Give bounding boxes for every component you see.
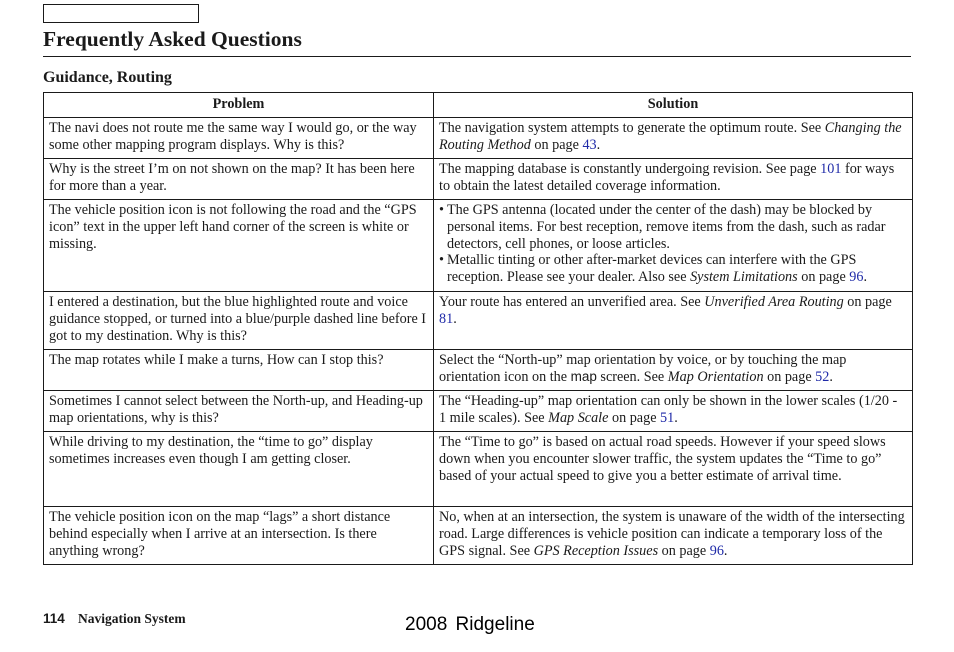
solution-text: . [453,310,457,327]
table-header-row [44,93,913,118]
solution-text: . [674,409,678,426]
solution-cell [434,350,913,391]
page-link[interactable]: 96 [849,269,864,286]
title-divider [43,56,911,57]
reference-title: GPS Reception Issues [533,542,659,559]
table-row [44,118,913,159]
solution-cell [434,391,913,432]
table-row [44,350,913,391]
problem-cell: The vehicle position icon on the map “lags” a short distance behind especially when I arrive at an intersection. Is there anything wrong? [44,507,434,565]
solution-text: Your route has entered an unverified area. See [439,294,705,310]
table-row [44,159,913,200]
solution-text: The mapping database is constantly undergoing revision. See page [439,161,821,177]
solution-text: on page [797,269,850,286]
solution-text: on page [608,409,661,426]
reference-title: Map Scale [548,409,609,426]
page-number: 114 [43,611,65,626]
header-tab-box [43,4,199,23]
section-title: Guidance, Routing [43,69,172,86]
solution-cell [434,507,913,565]
bullet-item: • The GPS antenna (located under the center of the dash) may be blocked by personal items. For best reception, remove items from the dash, such as radar detectors, cell phones, or loose articles. [439,202,907,252]
page-link[interactable]: 101 [820,161,842,177]
reference-title: Changing the Routing Method [439,120,902,153]
problem-cell: I entered a destination, but the blue highlighted route and voice guidance stopped, or turned into a blue/purple dashed line before I got to my destination. Why is this? [44,292,434,350]
solution-text: The “Heading-up” map orientation can only be shown in the lower scales (1/20 - 1 mile scales). See [439,393,898,426]
solution-cell [434,292,913,350]
problem-cell: The map rotates while I make a turns, How can I stop this? [44,350,434,391]
solution-text: . [829,368,833,385]
bullet-item [439,252,907,286]
solution-cell [434,200,913,292]
reference-title: Unverified Area Routing [704,294,844,310]
solution-text: No, when at an intersection, the system is unaware of the width of the intersecting road. Large differences is vehicle position can indicate a temporary loss of the GPS signal. See [439,509,905,559]
problem-cell: Sometimes I cannot select between the North-up, and Heading-up map orientations, why is this? [44,391,434,432]
table-row [44,432,913,507]
solution-cell: The “Time to go” is based on actual road speeds. However if your speed slows down when you encounter slower traffic, the system updates the “Time to go” based of your actual speed to give you a better estimate of arrival time. [434,432,913,507]
page-link[interactable]: 43 [582,136,597,153]
problem-cell: The navi does not route me the same way I would go, or the way some other mapping program displays. Why is this? [44,118,434,159]
solution-text: for ways to obtain the latest detailed coverage information. [439,161,895,194]
page-title: Frequently Asked Questions [43,27,302,51]
solution-cell [434,159,913,200]
table-row [44,200,913,292]
problem-cell: The vehicle position icon is not following the road and the “GPS icon” text in the upper left hand corner of the screen is white or missing. [44,200,434,292]
problem-cell: Why is the street I’m on not shown on the map? It has been here for more than a year. [44,159,434,200]
column-header-problem: Problem [44,93,434,118]
footer-label: Navigation System [78,611,186,626]
reference-title: Map Orientation [667,368,764,385]
solution-text: The navigation system attempts to generate the optimum route. See [439,120,825,136]
solution-text: . [596,136,601,153]
table-row [44,507,913,565]
table-row [44,292,913,350]
solution-text: screen. See [596,368,668,385]
table-row [44,391,913,432]
screen-name: map [570,368,597,384]
solution-cell [434,118,913,159]
solution-text: on page [530,136,583,153]
faq-table [43,92,913,565]
solution-text: on page [843,294,892,310]
solution-text: Select the “North-up” map orientation by voice, or by touching the map orientation icon on the [439,352,847,385]
model-label: 2008 Ridgeline [405,614,535,635]
solution-text: . [863,269,868,286]
solution-text: on page [658,542,710,559]
page-link[interactable]: 81 [439,310,454,327]
page-link[interactable]: 51 [660,409,675,426]
reference-title: System Limitations [690,269,798,286]
solution-text: . [723,542,728,559]
column-header-solution: Solution [434,93,913,118]
solution-text: on page [763,368,816,385]
problem-cell: While driving to my destination, the “time to go” display sometimes increases even though I am getting closer. [44,432,434,507]
solution-text: Metallic tinting or other after-market devices can interfere with the GPS reception. Please see your dealer. Also see [447,252,857,286]
page-link[interactable]: 52 [815,368,830,385]
page-link[interactable]: 96 [709,542,724,559]
